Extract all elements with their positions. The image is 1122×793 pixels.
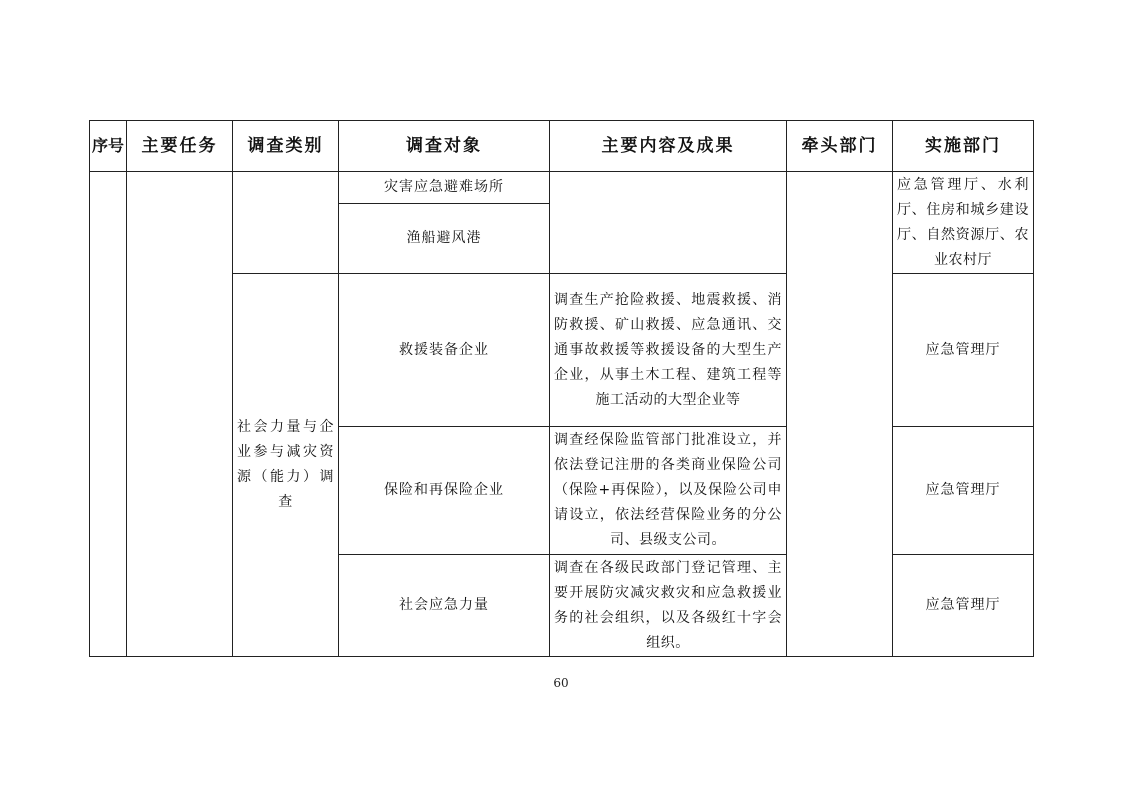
header-task: 主要任务 <box>127 121 233 172</box>
content-cell-top <box>550 172 787 274</box>
page-number: 60 <box>553 676 569 690</box>
impl-cell-top: 应急管理厅、水利厅、住房和城乡建设厅、自然资源厅、农业农村厅 <box>893 172 1034 274</box>
seq-cell <box>90 172 127 657</box>
content-cell: 调查在各级民政部门登记管理、主要开展防灾减灾救灾和应急救援业务的社会组织，以及各级红十字会组织。 <box>550 555 787 657</box>
impl-cell: 应急管理厅 <box>893 555 1034 657</box>
header-lead: 牵头部门 <box>787 121 893 172</box>
header-impl: 实施部门 <box>893 121 1034 172</box>
table-header-row <box>90 121 1034 172</box>
table-row <box>90 172 1034 204</box>
object-cell: 保险和再保险企业 <box>339 427 550 555</box>
content-cell: 调查经保险监管部门批准设立，并依法登记注册的各类商业保险公司（保险+再保险），以及保险公司申请设立，依法经营保险业务的分公司、县级支公司。 <box>550 427 787 555</box>
header-object: 调查对象 <box>339 121 550 172</box>
content-cell: 调查生产抢险救援、地震救援、消防救援、矿山救援、应急通讯、交通事故救援等救援设备的大型生产企业，从事土木工程、建筑工程等施工活动的大型企业等 <box>550 274 787 427</box>
category-cell-top <box>233 172 339 274</box>
category-cell: 社会力量与企业参与减灾资源（能力）调查 <box>233 274 339 657</box>
header-seq: 序号 <box>90 121 127 172</box>
survey-task-table <box>89 120 1034 657</box>
header-content: 主要内容及成果 <box>550 121 787 172</box>
task-cell <box>127 172 233 657</box>
object-cell: 救援装备企业 <box>339 274 550 427</box>
impl-cell: 应急管理厅 <box>893 274 1034 427</box>
object-cell: 灾害应急避难场所 <box>339 172 550 204</box>
header-category: 调查类别 <box>233 121 339 172</box>
object-cell: 渔船避风港 <box>339 204 550 274</box>
impl-cell: 应急管理厅 <box>893 427 1034 555</box>
object-cell: 社会应急力量 <box>339 555 550 657</box>
lead-cell <box>787 172 893 657</box>
